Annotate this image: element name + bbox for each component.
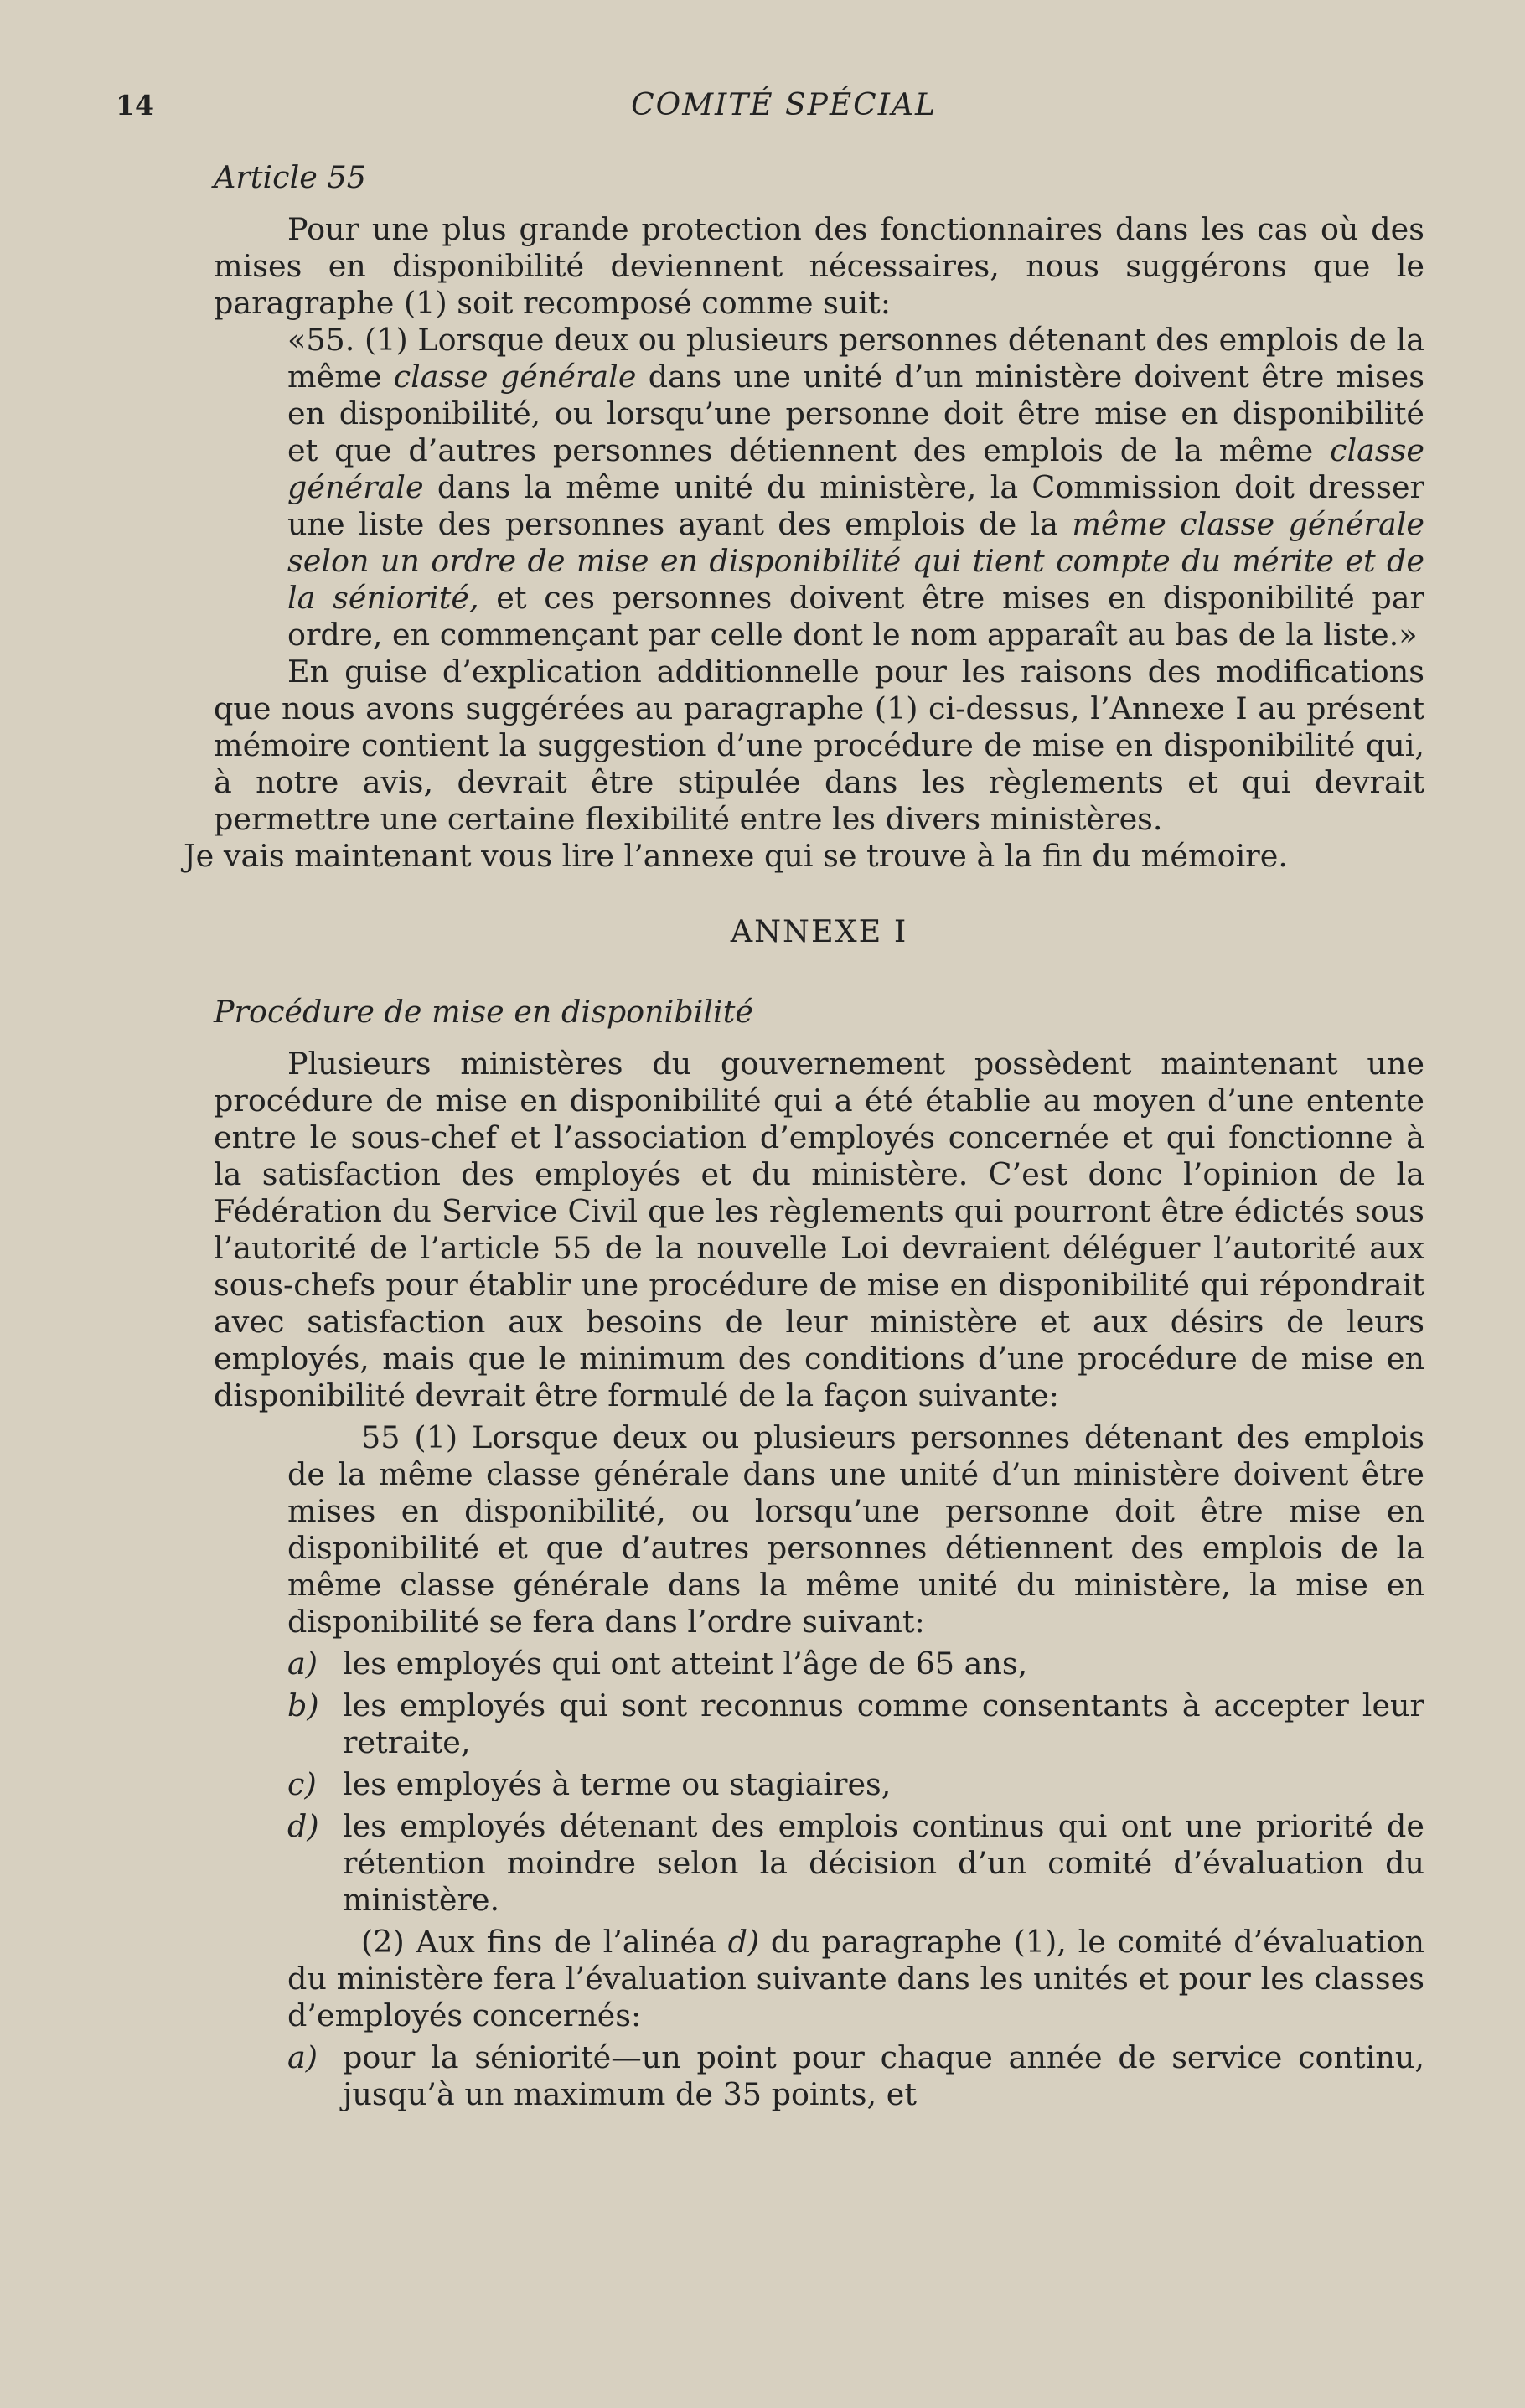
page-content xyxy=(184,159,1425,2113)
list-2 xyxy=(214,2039,1424,2113)
list-item-label: b) xyxy=(287,1687,319,1723)
page-number: 14 xyxy=(116,89,154,121)
annexe-subtitle: Procédure de mise en disponibilité xyxy=(214,994,753,1030)
list-item-label: c) xyxy=(287,1766,317,1802)
list-item xyxy=(214,1646,1424,1682)
quote-text-2: dans une unité d’un ministère doivent être mises en disponibilité, ou lorsqu’une personne doit être mise en disponibilité et que d’autres personnes détiennent des emplois de la même xyxy=(287,359,1425,468)
list-item-text: les employés détenant des emplois continus qui ont une priorité de rétention moindre selon la décision d’un comité d’évaluation du ministère. xyxy=(343,1808,1424,1918)
paragraph-55-1: 55 (1) Lorsque deux ou plusieurs personnes détenant des emplois de la même classe générale dans une unité d’un ministère doivent être mises en disponibilité, ou lorsqu’une personne doit être mise en disponibilité et que d’autres personnes détiennent des emplois de la même classe générale dans la même unité du ministère, la mise en disponibilité se fera dans l’ordre suivant: xyxy=(287,1419,1424,1640)
reading-line: Je vais maintenant vous lire l’annexe qui se trouve à la fin du mémoire. xyxy=(184,838,1288,874)
running-head: COMITÉ SPÉCIAL xyxy=(631,88,937,122)
list-item xyxy=(214,2039,1424,2113)
quote-italic-2: classe générale xyxy=(287,432,1424,505)
quote-italic-3: même classe générale selon un ordre de mise en disponibilité qui tient compte du mérite et de la séniorité, xyxy=(287,506,1425,616)
quote-italic-1: classe générale xyxy=(393,359,637,395)
quote-text-4: et ces personnes doivent être mises en disponibilité par ordre, en commençant par celle dont le nom apparaît au bas de la liste.» xyxy=(287,580,1424,653)
article-quote xyxy=(214,322,1424,654)
article-title: Article 55 xyxy=(214,159,366,195)
list-item xyxy=(214,1766,1424,1803)
explanation-paragraph: En guise d’explication additionnelle pour les raisons des modifications que nous avons suggérées au paragraphe (1) ci-dessus, l’Annexe I au présent mémoire contient la suggestion d’une procédure de mise en disponibilité qui, à notre avis, devrait être stipulée dans les règlements et qui devrait permettre une certaine flexibilité entre les divers ministères. xyxy=(214,654,1424,837)
annexe-title: ANNEXE I xyxy=(730,913,908,949)
page-header xyxy=(116,85,1427,126)
list-item-label: a) xyxy=(287,1646,318,1682)
list-item-label: d) xyxy=(287,1808,319,1844)
list-1 xyxy=(214,1646,1424,1919)
list-item xyxy=(214,1808,1424,1919)
list-item-text: les employés à terme ou stagiaires, xyxy=(343,1766,892,1802)
list-item-text: pour la séniorité—un point pour chaque année de service continu, jusqu’à un maximum de 35 points, et xyxy=(343,2039,1424,2112)
list-item xyxy=(214,1687,1424,1761)
article-intro: Pour une plus grande protection des fonctionnaires dans les cas où des mises en disponibilité deviennent nécessaires, nous suggérons que le paragraphe (1) soit recomposé comme suit: xyxy=(214,211,1424,321)
paragraph-2: (2) Aux fins de l’alinéa d) du paragraphe (1), le comité d’évaluation du ministère fera l’évaluation suivante dans les unités et pour les classes d’employés concernés: xyxy=(287,1924,1425,2033)
list-item-label: a) xyxy=(287,2039,318,2075)
annexe-intro: Plusieurs ministères du gouvernement possèdent maintenant une procédure de mise en disponibilité qui a été établie au moyen d’une entente entre le sous-chef et l’association d’employés concernée et qui fonctionne à la satisfaction des employés et du ministère. C’est donc l’opinion de la Fédération du Service Civil que les règlements qui pourront être édictés sous l’autorité de l’article 55 de la nouvelle Loi devraient déléguer l’autorité aux sous-chefs pour établir une procédure de mise en disponibilité qui répondrait avec satisfaction aux besoins de leur ministère et aux désirs de leurs employés, mais que le minimum des conditions d’une procédure de mise en disponibilité devrait être formulé de la façon suivante: xyxy=(214,1046,1424,1413)
list-item-text: les employés qui sont reconnus comme consentants à accepter leur retraite, xyxy=(343,1687,1424,1760)
list-item-text: les employés qui ont atteint l’âge de 65 ans, xyxy=(343,1646,1028,1682)
quote-text-1: «55. (1) Lorsque deux ou plusieurs personnes détenant des emplois de la même xyxy=(287,322,1424,395)
quote-text-3: dans la même unité du ministère, la Commission doit dresser une liste des personnes ayant des emplois de la xyxy=(287,469,1424,542)
